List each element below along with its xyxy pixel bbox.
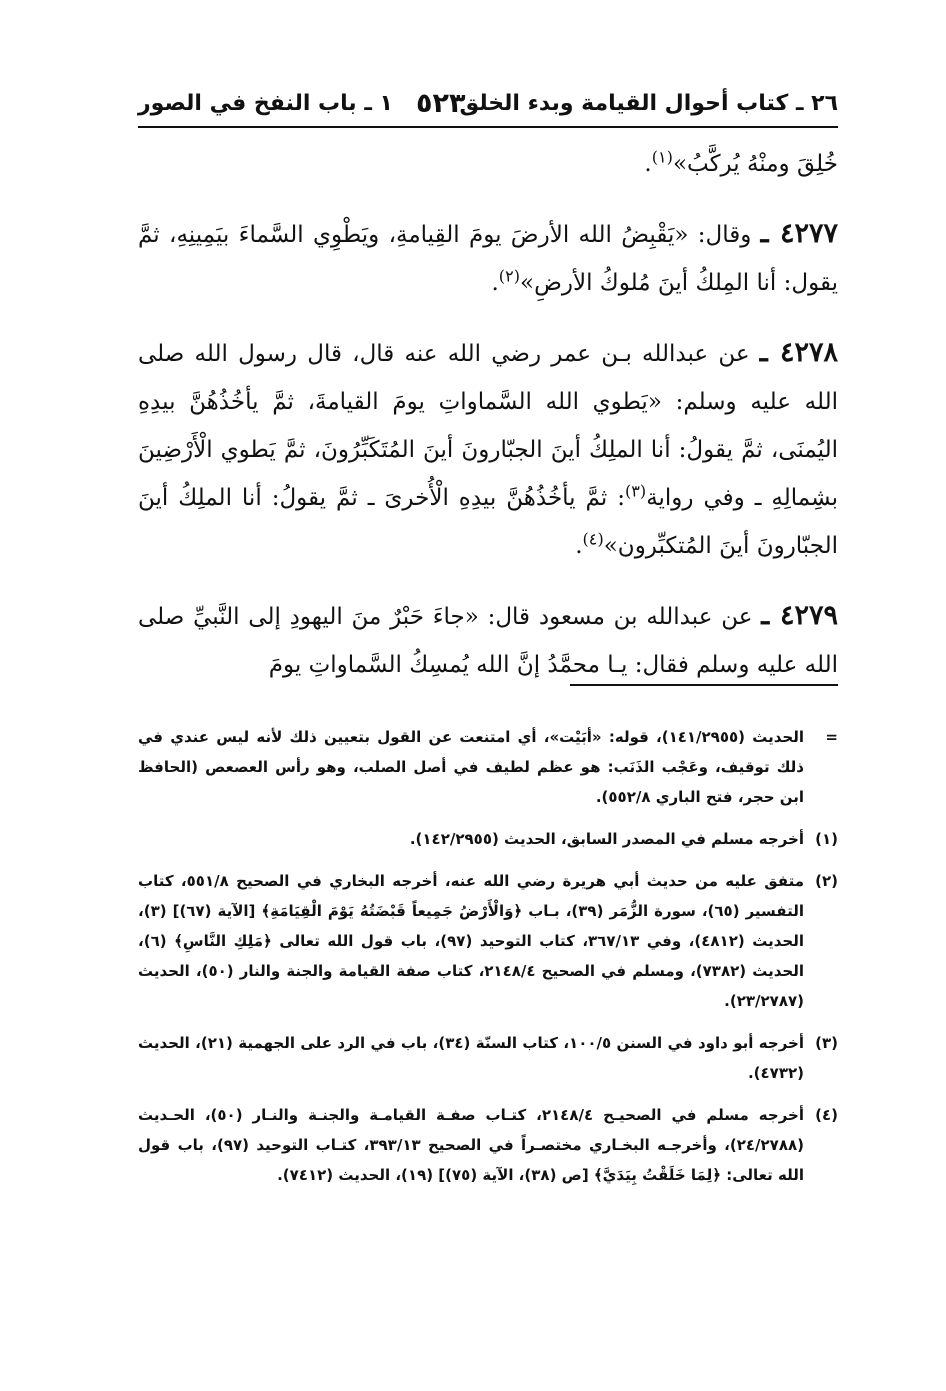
footnote-4 <box>138 1100 838 1190</box>
hadith-number: ٤٢٧٩ ـ <box>761 600 839 631</box>
footnote-ref-4: (٤) <box>582 529 604 549</box>
footnote-mark: (٤) <box>815 1106 838 1124</box>
hadith-end: . <box>575 533 583 559</box>
footnote-3 <box>138 1028 838 1088</box>
hadith-4279 <box>138 592 838 689</box>
footnote-text: أخرجه أبو داود في السنن ١٠٠/٥، كتاب السنّة (٣٤)، باب في الرد على الجهمية (٢١)، الحديث (٤٧٣٢). <box>138 1034 804 1082</box>
page-number: ٥٢٣ <box>416 88 466 119</box>
footnotes <box>138 722 838 1190</box>
footnote-text: أخرجه مسلم في الصحيـح ٢١٤٨/٤، كتـاب صفـة القيامـة والجنـة والنـار (٥٠)، الحـديث (٢٤/٢٧٨٨)، وأخرجـه البخـاري مختصـراً في الصحيح ٣٩٣/١٣، كتـاب التوحيد (٩٧)، باب قول الله تعالى: ﴿لِمَا خَلَقْتُ بِيَدَيَّ﴾ [ص (٣٨)، الآية (٧٥)] (١٩)، الحديث (٧٤١٢). <box>138 1106 804 1184</box>
hadith-number: ٤٢٧٨ ـ <box>759 337 839 368</box>
footnote-text: متفق عليه من حديث أبي هريرة رضي الله عنه، أخرجه البخاري في الصحيح ٥٥١/٨، كتاب التفسير (٦٥)، سورة الزُّمَر (٣٩)، بـاب ﴿وَالْأَرْضُ جَمِيعاً قَبْضَتُهُ يَوْمَ الْقِيَامَةِ﴾ [الآية (٦٧)] (٣)، الحديث (٤٨١٢)، وفي ٣٦٧/١٣، كتاب التوحيد (٩٧)، باب قول الله تعالى ﴿مَلِكِ النَّاسِ﴾ (٦)، الحديث (٧٣٨٢)، ومسلم في الصحيح ٢١٤٨/٤، كتاب صفة القيامة والجنة والنار (٥٠)، الحديث (٢٣/٢٧٨٧). <box>138 872 805 1010</box>
hadith-4277 <box>138 210 838 307</box>
footnote-ref-1: (١) <box>651 147 673 167</box>
footnote-continuation <box>138 722 838 812</box>
running-header <box>138 84 838 124</box>
hadith-text: عن عبدالله بـن عمر رضي الله عنه قال، قال رسول الله صلى الله عليه وسلم: «يَطوي الله السَّماواتِ يومَ القيامةَ، ثمَّ يأخُذُهُنَّ بيدِهِ اليُمنَى، ثمَّ يقولُ: أنا الملِكُ أينَ الجبّارونَ أينَ المُتَكَبِّرُونَ، ثمَّ يَطوي الْأَرْضِينَ بشِمالِهِ ـ وفي رواية <box>138 341 838 511</box>
footnote-text: الحديث (١٤١/٢٩٥٥)، قوله: «أبَيْت»، أي امتنعت عن القول بتعيين ذلك لأنه ليس عندي في ذلك توقيف، وعَجْب الذَنَب: هو عظم لطيف في أصل الصلب، وهو رأس العصعص (الحافظ ابن حجر، فتح الباري ٥٥٢/٨). <box>138 728 804 806</box>
footnote-mark: (١) <box>815 830 838 848</box>
footnote-mark: (٣) <box>815 1034 838 1052</box>
hadith-text: عن عبدالله بن مسعود قال: «جاءَ حَبْرٌ منَ اليهودِ إلى النَّبيِّ صلى الله عليه وسلم فقال: يـا محمَّدُ إنَّ الله يُمسِكُ السَّماواتِ يومَ <box>138 604 838 678</box>
footnote-1 <box>138 824 838 854</box>
main-text <box>138 140 838 689</box>
paragraph-continuation <box>138 140 838 188</box>
footnote-ref-3: (٣) <box>624 481 647 501</box>
section-title: ١ ـ باب النفخ في الصور <box>138 91 393 116</box>
footnote-mark: = <box>825 728 838 746</box>
footnote-text: أخرجه مسلم في المصدر السابق، الحديث (١٤٢/٢٩٥٥). <box>409 830 804 848</box>
continuation-end: . <box>644 151 652 177</box>
footnote-mark: (٢) <box>815 872 838 890</box>
header-divider <box>138 126 838 128</box>
footnote-2 <box>138 866 838 1016</box>
hadith-4278 <box>138 329 838 570</box>
continuation-text: خُلِقَ ومنْهُ يُركَّبُ» <box>672 151 838 177</box>
footnote-ref-2: (٢) <box>498 266 520 286</box>
footnote-divider <box>570 684 838 686</box>
hadith-number: ٤٢٧٧ ـ <box>760 218 839 249</box>
hadith-end: . <box>491 270 499 296</box>
chapter-title: ٢٦ ـ كتاب أحوال القيامة وبدء الخلق <box>459 91 838 116</box>
hadith-text-continued: : ثمَّ يأخُذُهُنَّ بيدِهِ الْأُخرىَ ـ ثمَّ يقولُ: أنا الملِكُ أينَ الجبّارونَ أينَ المُتكبِّرون» <box>138 485 838 559</box>
hadith-text: وقال: «يَقْبِضُ الله الأرضَ يومَ القِيامةِ، ويَطْوِي السَّماءَ بيَمِينِهِ، ثمَّ يقول: أنا المِلكُ أينَ مُلوكُ الأرضِ» <box>138 222 838 296</box>
